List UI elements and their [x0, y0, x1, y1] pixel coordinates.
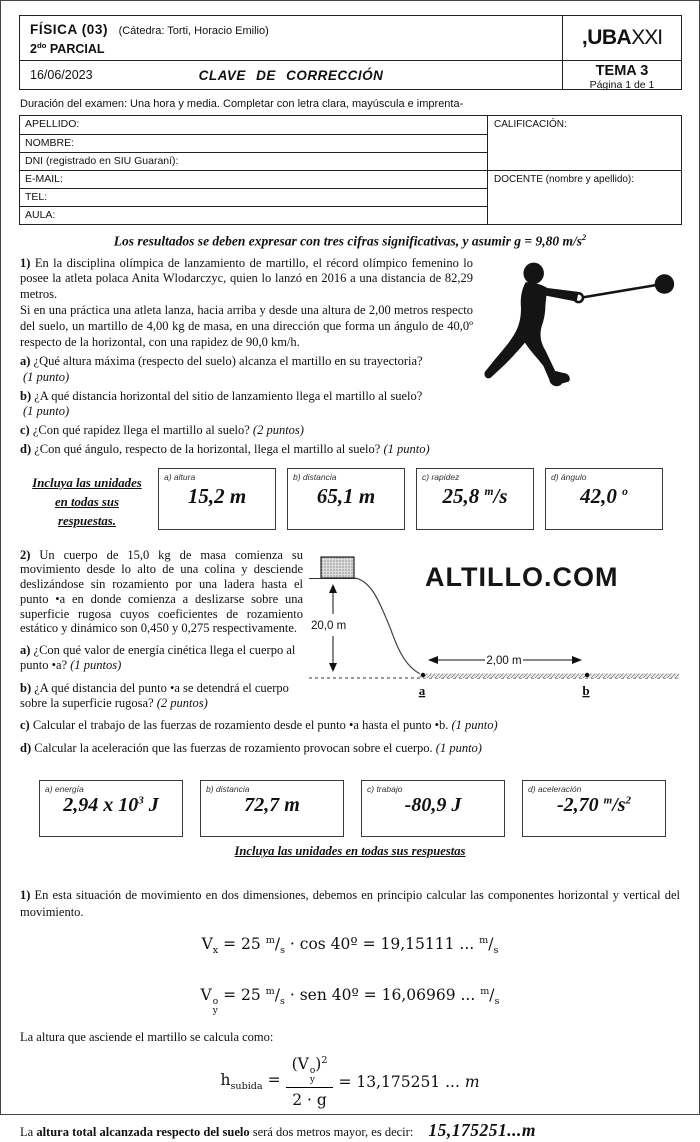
answer-box-aceleracion: d) aceleración -2,70 $^m/s^2$	[522, 780, 666, 837]
p1-question-d: d) ¿Con qué ángulo, respecto de la horizontal, llega el martillo al suelo? (1 punto)	[20, 442, 430, 457]
parcial-label: $2^{do}$ PARCIAL	[30, 41, 105, 57]
arrow-up-icon	[329, 584, 337, 593]
equation-hsubida: $h_{subida}$ = (V o y )$^2$ 2 · g = 13,175251 ... m	[220, 1054, 480, 1109]
answer-box-energia: a) energía 2,94 x $10^3$ J	[39, 780, 183, 837]
rough-surface	[419, 673, 679, 678]
point-b-label: b	[582, 682, 590, 698]
header-date-cell	[20, 60, 563, 89]
p1-intro-1: 1) En la disciplina olímpica de lanzamiento de martillo, el récord olímpico femenino lo posee la atleta polaca Anita Wlodarczyc, quien lo lanzó en 2016 a una distancia de 82,29 metros.	[20, 255, 473, 302]
header-tema-cell	[563, 60, 681, 89]
p2-question-b: b) ¿A qué distancia del punto •a se detendrá el cuerpo sobre la superficie rugosa? (2 puntos)	[20, 680, 289, 710]
answer-box-trabajo: c) trabajo -80,9 J	[361, 780, 505, 837]
point-a-label: a	[418, 682, 426, 698]
arrow-down-icon	[329, 663, 337, 672]
exam-instructions: Duración del examen: Una hora y media. Completar con letra clara, mayúscula e imprenta-	[20, 98, 464, 110]
exam-date: 16/06/2023	[30, 68, 93, 82]
hill-diagram	[309, 548, 681, 703]
p1-question-b: b) ¿A qué distancia horizontal del sitio de lanzamiento llega el martillo al suelo?	[20, 388, 423, 403]
header-course-cell	[20, 16, 563, 60]
uba-xxi-logo: ,UBA XXI	[581, 26, 663, 49]
problem-2	[20, 548, 681, 757]
solution-para-2: La altura que asciende el martillo se calcula como:	[20, 1030, 274, 1045]
p2-question-a: a) ¿Con qué valor de energía cinética llega el cuerpo al punto •a? (1 puntos)	[20, 643, 296, 673]
arrow-left-icon	[428, 656, 438, 664]
final-result-value: 15,175251...m	[428, 1120, 537, 1141]
field-calificacion: CALIFICACIÓN:	[494, 119, 567, 130]
field-aula: AULA:	[20, 206, 488, 224]
equation-vx: $V_x = 25$ $^m/_s \cdot \cos$ 40º = 19,15111 ... $^m/_s$	[201, 935, 499, 957]
clave-correccion-title: CLAVE DE CORRECCIÓN	[198, 67, 384, 83]
distance-label: 2,00 m	[486, 654, 522, 667]
fraction: (V o y )$^2$ 2 · g	[286, 1054, 334, 1110]
arrow-right-icon	[572, 656, 582, 664]
include-units-note-2: Incluya las unidades en todas sus respuestas	[234, 844, 466, 859]
p2-answer-row	[39, 780, 699, 837]
exam-header	[19, 15, 682, 90]
watermark: ALTILLO.COM	[425, 561, 619, 592]
course-title: FÍSICA (03)	[30, 22, 109, 37]
catedra-label: (Cátedra: Torti, Horacio Emilio)	[118, 25, 269, 37]
p2-question-d: d) Calcular la aceleración que las fuerzas de rozamiento provocan sobre el cuerpo. (1 punto)	[20, 740, 482, 755]
tema-label: TEMA 3	[595, 63, 649, 79]
field-nombre: NOMBRE:	[20, 134, 488, 152]
hammer-thrower-image	[481, 258, 681, 394]
include-units-note-1: Incluya las unidades en todas sus respuestas.	[32, 476, 142, 529]
p1-question-c: c) ¿Con qué rapidez llega el martillo al suelo? (2 puntos)	[20, 423, 304, 438]
p2-question-c: c) Calcular el trabajo de las fuerzas de rozamiento desde el punto •a hasta el punto •b. (1 punto)	[20, 718, 498, 733]
solution-para-1: 1) En esta situación de movimiento en dos dimensiones, debemos en principio calcular las componentes horizontal y vertical del movimiento.	[20, 888, 680, 919]
height-label: 20,0 m	[311, 619, 347, 632]
field-docente: DOCENTE (nombre y apellido):	[488, 170, 681, 224]
equation-vy: V o y = 25 $^m/_s$ · sen 40º = 16,06969 ... $^m/_s$	[200, 985, 500, 1017]
p1-question-a: a) ¿Qué altura máxima (respecto del suelo) alcanza el martillo en su trayectoria?	[20, 353, 423, 368]
p1-answer-row	[25, 468, 699, 532]
results-notice: Los resultados se deben expresar con tres cifras significativas, y asumir g = 9,80 $m/s^2$	[113, 233, 587, 249]
solution-conclusion: La altura total alcanzada respecto del suelo será dos metros mayor, es decir: 15,175251...m	[20, 1120, 537, 1141]
p2-intro: 2) Un cuerpo de 15,0 kg de masa comienza su movimiento desde lo alto de una colina y desciende deslizándose sin rozamiento por una ladera hasta el punto •a en donde comienza a deslizarse sobre una superficie rugosa cuyos coeficientes de rozamiento estático y dinámico son 0,450 y 0,275 respectivamente.	[20, 547, 303, 636]
answer-box-distancia: b) distancia 65,1 m	[287, 468, 405, 530]
p1-intro-2: Si en una práctica una atleta lanza, hacia arriba y desde una altura de 2,00 metros respecto del suelo, un martillo de 4,00 kg de masa, en una dirección que forma un ángulo de 40,0º respecto de la horizontal, con una rapidez de 90,0 km/h.	[20, 303, 473, 349]
solution-section	[20, 887, 680, 1142]
problem-1	[20, 256, 681, 459]
answer-box-distancia-2: b) distancia 72,7 m	[200, 780, 344, 837]
answer-box-rapidez: c) rapidez 25,8 $^m$/s	[416, 468, 534, 530]
p1-question-b-points: (1 punto)	[23, 404, 70, 419]
answer-box-angulo: d) ángulo 42,0 $^o$	[545, 468, 663, 530]
student-form	[19, 115, 682, 225]
field-apellido: APELLIDO:	[20, 116, 488, 134]
p1-question-a-points: (1 punto)	[23, 369, 70, 384]
answer-box-altura: a) altura 15,2 m	[158, 468, 276, 530]
page-number: Página 1 de 1	[589, 79, 655, 91]
field-dni: DNI (registrado en SIU Guaraní):	[20, 152, 488, 170]
block-on-hill	[321, 557, 354, 578]
field-tel: TEL:	[20, 188, 488, 206]
field-email: E-MAIL:	[20, 170, 488, 188]
